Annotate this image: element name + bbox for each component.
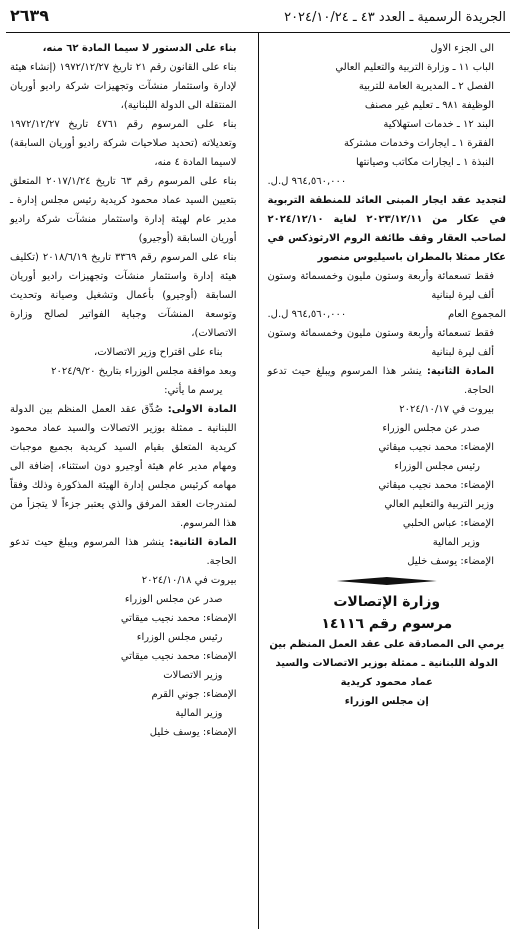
pm-title: رئيس مجلس الوزراء (394, 461, 480, 472)
decree-number: مرسوم رقم ١٤١١٦ (321, 616, 453, 632)
budget-line: الى الجزء الاول (430, 43, 494, 54)
signature-finance: الإمضاء: يوسف خليل (407, 556, 494, 567)
amount-words-2: فقط تسعمائة وأربعة وستون مليون وخمسمائة وستون ألف ليرة لبنانية (267, 328, 494, 358)
column-divider (258, 33, 259, 929)
date-line: بيروت في ٢٠٢٤/١٠/١٧ (399, 404, 494, 415)
renewal-paragraph: لتجديد عقد ايجار المبنى العائد للمنطقة التربوية في عكار من ٢٠٢٣/١٢/١١ لغاية ٢٠٢٤/١٢/١٠ لصاحب العقار وقف طائفة الروم الارثوذكس في عكار ممثلا بالمطران باسيليوس منصور (267, 195, 506, 263)
total-amount: ٩٦٤,٥٦٠,٠٠٠ ل.ل. (267, 309, 347, 320)
signature-education: الإمضاء: عباس الحلبي (402, 518, 494, 529)
telecom-minister-title: وزير الاتصالات (163, 670, 223, 681)
budget-line: الباب ١١ ـ وزارة التربية والتعليم العالي (335, 62, 494, 73)
article-label: المادة الثانية: (426, 366, 495, 377)
constitution-ref: بناء على الدستور لا سيما المادة ٦٢ منه، (42, 43, 237, 54)
left-column (6, 33, 255, 929)
budget-line: الفقرة ١ ـ ايجارات وخدمات مشتركة (343, 138, 494, 149)
pm-title: رئيس مجلس الوزراء (136, 632, 223, 643)
page-number: ٢٦٣٩ (10, 6, 50, 25)
diamond-ornament (337, 577, 437, 585)
law-ref: بناء على القانون رقم ٢١ تاريخ ١٩٧٢/١٢/٢٧ (إنشاء هيئة لإدارة واستثمار منشآت وتجهيزات شركة راديو أوريان المنتقلة الى الدولة اللبنانية)، (10, 62, 237, 111)
issued-by: صدر عن مجلس الوزراء (124, 594, 223, 605)
article-label: المادة الاولى: (167, 404, 237, 415)
council-intro: إن مجلس الوزراء (344, 696, 429, 707)
decree-ref: بناء على المرسوم رقم ٦٣ تاريخ ٢٠١٧/١/٢٤ المتعلق بتعيين السيد عماد محمود كريدية رئيس مجلس إدارة ـ مدير عام لهيئة إدارة واستثمار منشآت شركة راديو أوريان السابقة (أوجيرو) (10, 176, 237, 244)
decrees-following: يرسم ما يأتي: (164, 385, 223, 396)
signature-pm: الإمضاء: محمد نجيب ميقاتي (378, 480, 494, 491)
article-1: المادة الاولى: صُدِّق عقد العمل المنظم بين الدولة اللبنانية ـ ممثلة بوزير الاتصالات والسيد عماد محمود كريدية المتعلق بقيام السيد كريدية بجميع موجبات ومهام مدير عام هيئة أوجيرو دون استثناء، إضافة الى مهامه كرئيس مجلس إدارة الهيئة المذكورة وذلك وفقاً لمندرجات العقد المرفق والذي يعتبر جزءاً لا يتجزأ من هذا المرسوم. (10, 404, 237, 529)
article-2: المادة الثانية: ينشر هذا المرسوم ويبلغ حيث تدعو الحاجة. (10, 537, 237, 567)
section-separator (268, 571, 507, 591)
article-2: المادة الثانية: ينشر هذا المرسوم ويبلغ حيث تدعو الحاجة. (267, 366, 495, 396)
date-line: بيروت في ٢٠٢٤/١٠/١٨ (141, 575, 237, 586)
amount-1: ٩٦٤,٥٦٠,٠٠٠ ل.ل. (267, 176, 347, 187)
signature-telecom: الإمضاء: جوني القرم (151, 689, 237, 700)
signature-pm: الإمضاء: محمد نجيب ميقاتي (120, 613, 237, 624)
right-column (262, 33, 511, 929)
gazette-title: الجريدة الرسمية ـ العدد ٤٣ ـ ٢٠٢٤/١٠/٢٤ (284, 10, 506, 25)
budget-line: الفصل ٢ ـ المديرية العامة للتربية (358, 81, 494, 92)
total-line (268, 305, 507, 324)
budget-line: الوظيفة ٩٨١ ـ تعليم غير مصنف (364, 100, 494, 111)
decree-ref: بناء على المرسوم رقم ٤٧٦١ تاريخ ١٩٧٢/١٢/٢٧ وتعديلاته (تحديد صلاحيات شركة راديو أوريان السابقة) لاسيما المادة ٤ منه، (10, 119, 237, 168)
finance-minister-title: وزير المالية (432, 537, 480, 548)
page-columns (6, 33, 510, 929)
amount-words-1: فقط تسعمائة وأربعة وستون مليون وخمسمائة وستون ألف ليرة لبنانية (267, 271, 494, 301)
budget-line: البند ١٢ ـ خدمات استهلاكية (383, 119, 494, 130)
finance-minister-title: وزير المالية (175, 708, 223, 719)
education-minister-title: وزير التربية والتعليم العالي (384, 499, 494, 510)
signature-finance: الإمضاء: يوسف خليل (149, 727, 237, 738)
signature-pm: الإمضاء: محمد نجيب ميقاتي (378, 442, 494, 453)
proposal-ref: بناء على اقتراح وزير الاتصالات، (94, 347, 223, 358)
approval-ref: وبعد موافقة مجلس الوزراء بتاريخ ٢٠٢٤/٩/٢٠ (51, 366, 237, 377)
signature-pm: الإمضاء: محمد نجيب ميقاتي (120, 651, 237, 662)
budget-line: النبذة ١ ـ ايجارات مكاتب وصيانتها (355, 157, 494, 168)
issued-by: صدر عن مجلس الوزراء (382, 423, 480, 434)
decree-ref: بناء على المرسوم رقم ٣٣٦٩ تاريخ ٢٠١٨/٦/١٩ (تكليف هيئة إدارة واستثمار منشآت وتجهيزات راديو أوريان السابقة (أوجيرو) بأعمال وتشغيل وصيانة وتحديث وتوسعة المنشآت وجباية الفواتير لصالح وزارة الاتصالات)، (10, 252, 237, 339)
page-header (6, 6, 510, 33)
ministry-title: وزارة الإتصالات (333, 594, 441, 610)
decree-subject: يرمي الى المصادقة على عقد العمل المنظم بين الدولة اللبنانية ـ ممثلة بوزير الاتصالات والسيد عماد محمود كريدية (269, 639, 505, 688)
total-label: المجموع العام (447, 309, 506, 320)
article-label: المادة الثانية: (169, 537, 237, 548)
